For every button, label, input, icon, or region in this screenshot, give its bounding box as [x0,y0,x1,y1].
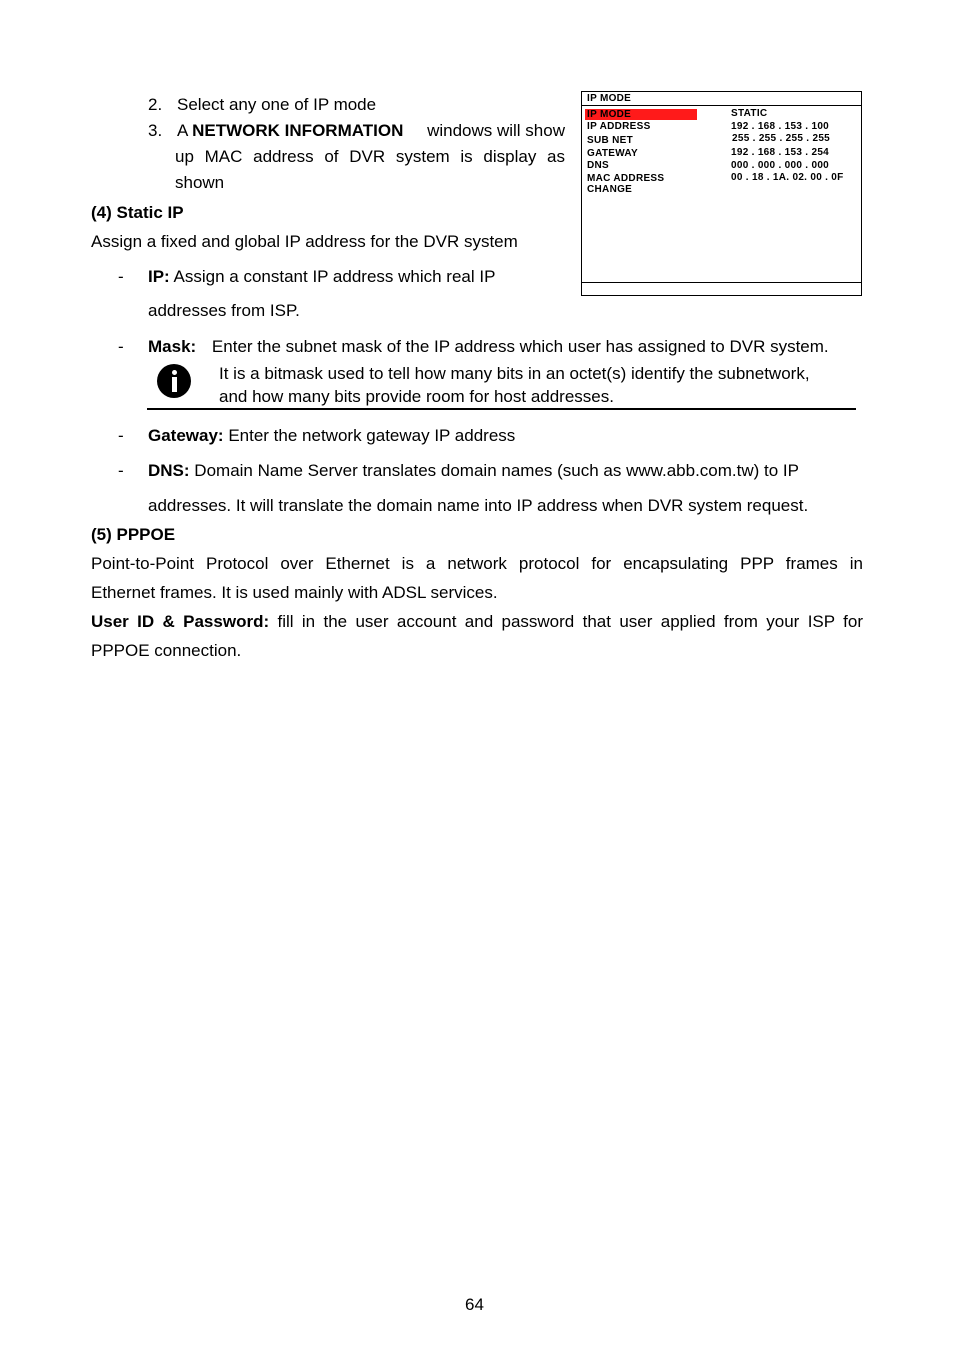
step-2-text: Select any one of IP mode [177,95,377,114]
step-2-number: 2. [148,95,163,114]
step-3-line3: shown [175,173,225,192]
ip-item [148,267,495,287]
ip-text: Assign a constant IP address which real IP [173,267,496,286]
pppoe-heading: (5) PPPOE [91,525,176,544]
gateway-item [148,426,515,446]
mask-label: Mask: [148,337,197,356]
osd-label-sub-net[interactable]: SUB NET [587,135,633,146]
gateway-text: Enter the network gateway IP address [228,426,516,445]
dns-item [148,461,799,481]
osd-value-ip-mode: STATIC [731,108,768,119]
step-3-line1 [177,121,565,141]
step-3-number: 3. [148,121,163,140]
pppoe-para2-rest: fill in the user account and password that user applied from your ISP for [277,612,863,631]
step-3-line1-rest: windows will show [427,121,565,140]
info-icon-dot [172,370,177,375]
osd-footer-line [582,282,861,283]
mask-item [148,337,829,357]
ip-mode-osd-screen [581,91,862,296]
ip-dash: - [118,267,124,286]
gateway-label: Gateway: [148,426,224,445]
osd-label-mac-address: MAC ADDRESS [587,173,665,184]
dns-text: Domain Name Server translates domain names (such as www.abb.com.tw) to IP [194,461,799,480]
osd-value-gateway: 192 . 168 . 153 . 254 [731,147,830,158]
osd-label-dns[interactable]: DNS [587,160,610,171]
mask-dash: - [118,337,124,356]
user-id-password-label: User ID & Password: [91,612,270,631]
network-information-term: NETWORK INFORMATION [192,121,404,140]
step-3-line2: up MAC address of DVR system is display as [175,147,565,166]
info-icon [157,364,191,398]
static-ip-intro: Assign a fixed and global IP address for the DVR system [91,232,518,251]
osd-label-change[interactable]: CHANGE [587,184,633,195]
note-divider [147,408,856,410]
osd-label-ip-mode[interactable]: IP MODE [587,109,632,120]
osd-value-dns: 000 . 000 . 000 . 000 [731,160,830,171]
dns-continuation: addresses. It will translate the domain name into IP address when DVR system request. [148,496,809,515]
osd-value-sub-net: 255 . 255 . 255 . 255 [732,133,831,144]
pppoe-para2-line2: PPPOE connection. [91,641,242,660]
note-line-2: and how many bits provide room for host addresses. [219,387,614,406]
osd-title-bar [582,92,861,106]
pppoe-para2-line1 [91,612,863,632]
gateway-dash: - [118,426,124,445]
dns-label: DNS: [148,461,190,480]
osd-label-ip-address[interactable]: IP ADDRESS [587,121,651,132]
mask-text: Enter the subnet mask of the IP address which user has assigned to DVR system. [211,337,829,356]
static-ip-heading: (4) Static IP [91,203,184,222]
osd-value-ip-address: 192 . 168 . 153 . 100 [731,121,830,132]
ip-continuation: addresses from ISP. [148,301,300,320]
osd-label-gateway[interactable]: GATEWAY [587,148,638,159]
info-icon-bar [172,377,177,392]
pppoe-para1-line1: Point-to-Point Protocol over Ethernet is a network protocol for encapsulating PPP frames in [91,554,863,573]
page-number: 64 [465,1295,484,1314]
note-line-1: It is a bitmask used to tell how many bits in an octet(s) identify the subnetwork, [219,364,810,383]
dns-dash: - [118,461,124,480]
step-3-a: A [177,121,188,140]
pppoe-para1-line2: Ethernet frames. It is used mainly with ADSL services. [91,583,498,602]
osd-value-mac-address: 00 . 18 . 1A. 02. 00 . 0F [731,172,844,183]
osd-title: IP MODE [587,93,632,104]
ip-label: IP: [148,267,170,286]
